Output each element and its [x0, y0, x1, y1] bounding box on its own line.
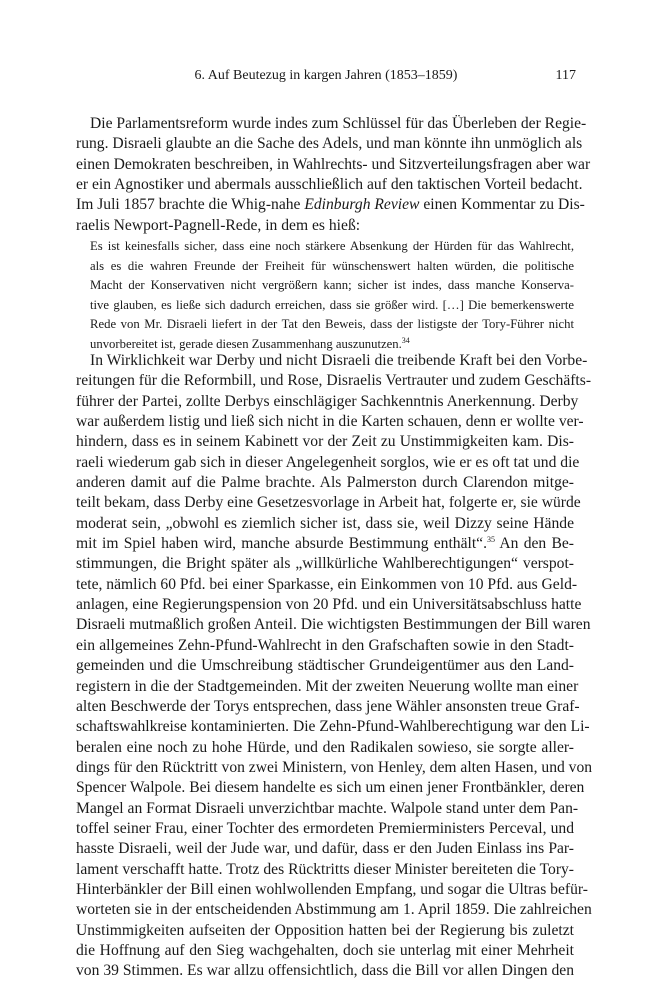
text-line: er ein Agnostiker und abermals ausschließlich auf den taktischen Vorteil bedacht. — [76, 176, 583, 194]
text-line: worteten sie in der entscheidenden Abstimmung am 1. April 1859. Die zahlreichen — [76, 901, 592, 919]
text-line: teilt bekam, dass Derby eine Gesetzesvorlage in Arbeit hat, folgerte er, sie würde — [76, 494, 581, 512]
journal-title: Edinburgh Review — [304, 196, 420, 214]
running-header — [76, 66, 576, 86]
text-line: Unstimmigkeiten aufseiten der Opposition hatten bei der Regierung bis zuletzt — [76, 921, 574, 939]
text-line: Die Parlamentsreform wurde indes zum Schlüssel für das Überleben der Regie- — [90, 115, 587, 132]
text-fragment: Im Juli 1857 brachte die Whig-nahe — [76, 196, 305, 214]
text-line: von 39 Stimmen. Es war allzu offensichtlich, dass die Bill vor allen Dingen den — [76, 962, 574, 980]
text-line: einen Demokraten beschreiben, in Wahlrechts- und Sitzverteilungsfragen aber war — [76, 155, 591, 173]
quote-line: Es ist keinesfalls sicher, dass eine noch stärkere Absenkung der Hürden für das Wahlrecht, — [90, 239, 574, 253]
text-line: toffel seiner Frau, einer Tochter des ermordeten Premierministers Perceval, und — [76, 819, 574, 837]
footnote-marker: 35 — [487, 534, 495, 544]
text-line: In Wirklichkeit war Derby und nicht Disraeli die treibende Kraft bei den Vorbe- — [90, 352, 588, 369]
quote-line: als es die wahren Freunde der Freiheit für wünschenswert halten würden, die politische — [90, 258, 574, 273]
chapter-title: 6. Auf Beutezug in kargen Jahren (1853–1859) — [194, 68, 458, 83]
page-number: 117 — [555, 68, 576, 83]
text-fragment: unvorbereitet ist, gerade diesen Zusammenhang auszunutzen. — [90, 336, 402, 351]
text-line: hindern, dass es in seinem Kabinett vor der Zeit zu Unstimmigkeiten kam. Dis- — [76, 433, 574, 451]
text-line: Hinterbänkler der Bill einen wohlwollenden Empfang, und sogar die Ultras befür- — [76, 880, 588, 898]
text-line: lament verschafft hatte. Trotz des Rücktritts dieser Minister bereiteten die Tory- — [76, 860, 574, 878]
text-line — [76, 534, 574, 554]
text-line: Spencer Walpole. Bei diesem handelte es sich um einen jener Frontbänkler, deren — [76, 779, 585, 797]
text-line: moderat sein, „obwohl es ziemlich sicher ist, dass sie, weil Dizzy seine Hände — [76, 514, 574, 532]
text-line: hasste Disraeli, weil der Jude war, und dafür, dass er den Juden Einlass ins Par- — [76, 840, 574, 858]
text-fragment: An den Be- — [495, 535, 574, 553]
text-line: schaftswahlkreise kontaminierten. Die Zehn-Pfund-Wahlberechtigung war den Li- — [76, 718, 590, 736]
text-line: war außerdem listig und ließ sich nicht in die Karten schauen, denn er wollte ver- — [76, 413, 584, 431]
paragraph-2 — [76, 351, 593, 982]
text-fragment: einen Kommentar zu Dis- — [419, 196, 585, 214]
text-line: führer der Partei, zollte Derbys einschlägiger Sachkenntnis Anerkennung. Derby — [76, 392, 579, 410]
text-line: anlagen, eine Regierungspension von 20 Pfd. und ein Universitätsabschluss hatte — [76, 596, 582, 614]
text-line: gemeinden und die Umschreibung städtischer Grundeigentümer aus den Land- — [76, 657, 574, 675]
paragraph-1 — [76, 114, 591, 236]
text-line: Disraeli mutmaßlich großen Anteil. Die wichtigsten Bestimmungen der Bill waren — [76, 616, 591, 634]
text-line: raeli wiederum gab sich in dieser Angelegenheit sorglos, wie er es oft tat und die — [76, 453, 580, 471]
footnote-marker: 34 — [401, 335, 410, 345]
block-quote — [76, 237, 574, 355]
text-line: raelis Newport-Pagnell-Rede, in dem es hieß: — [76, 216, 361, 234]
text-line: die Hoffnung auf den Sieg wachgehalten, doch sie unterlag mit einer Mehrheit — [76, 941, 574, 959]
text-line: beralen eine noch zu hohe Hürde, und den Radikalen sowieso, sie sorgte aller- — [76, 738, 574, 756]
text-line: reitungen für die Reformbill, und Rose, Disraelis Vertrauter und zudem Geschäfts- — [76, 372, 592, 390]
text-line: stimmungen, die Bright später als „willkürliche Wahlberechtigungen“ verspot- — [76, 555, 574, 573]
text-line: tete, nämlich 60 Pfd. bei einer Sparkasse, ein Einkommen von 10 Pfd. aus Geld- — [76, 575, 578, 593]
text-line: rung. Disraeli glaubte an die Sache des Adels, und man könnte ihn unmöglich als — [76, 135, 583, 153]
quote-line: Macht der Konservativen nicht vergrößern kann; sicher ist indes, dass manche Konserva- — [90, 278, 574, 293]
text-line: anderen damit auf die Palme brachte. Als Palmerston durch Clarendon mitge- — [76, 474, 574, 492]
text-line: Mangel an Format Disraeli unverzichtbar machte. Walpole stand unter dem Pan- — [76, 799, 579, 817]
text-line — [76, 195, 585, 215]
text-line: registern in die der Stadtgemeinden. Mit der zweiten Neuerung wollte man einer — [76, 677, 579, 695]
text-fragment: mit im Spiel haben wird, manche absurde Bestimmung enthält“. — [76, 535, 487, 553]
text-line: alten Beschwerde der Torys entsprechen, dass jene Wähler ansonsten treue Graf- — [76, 697, 580, 715]
text-line: ein allgemeines Zehn-Pfund-Wahlrecht in den Grafschaften sowie in den Stadt- — [76, 636, 574, 654]
text-line: dings für den Rücktritt von zwei Ministern, von Henley, dem alten Hasen, und von — [76, 758, 593, 776]
quote-line: Rede von Mr. Disraeli liefert in der Tat den Beweis, dass der listigste der Tory-Führer nicht — [90, 317, 574, 332]
quote-line: tive glauben, es ließe sich dadurch erreichen, dass sie größer wird. […] Die bemerkenswerte — [90, 297, 574, 312]
